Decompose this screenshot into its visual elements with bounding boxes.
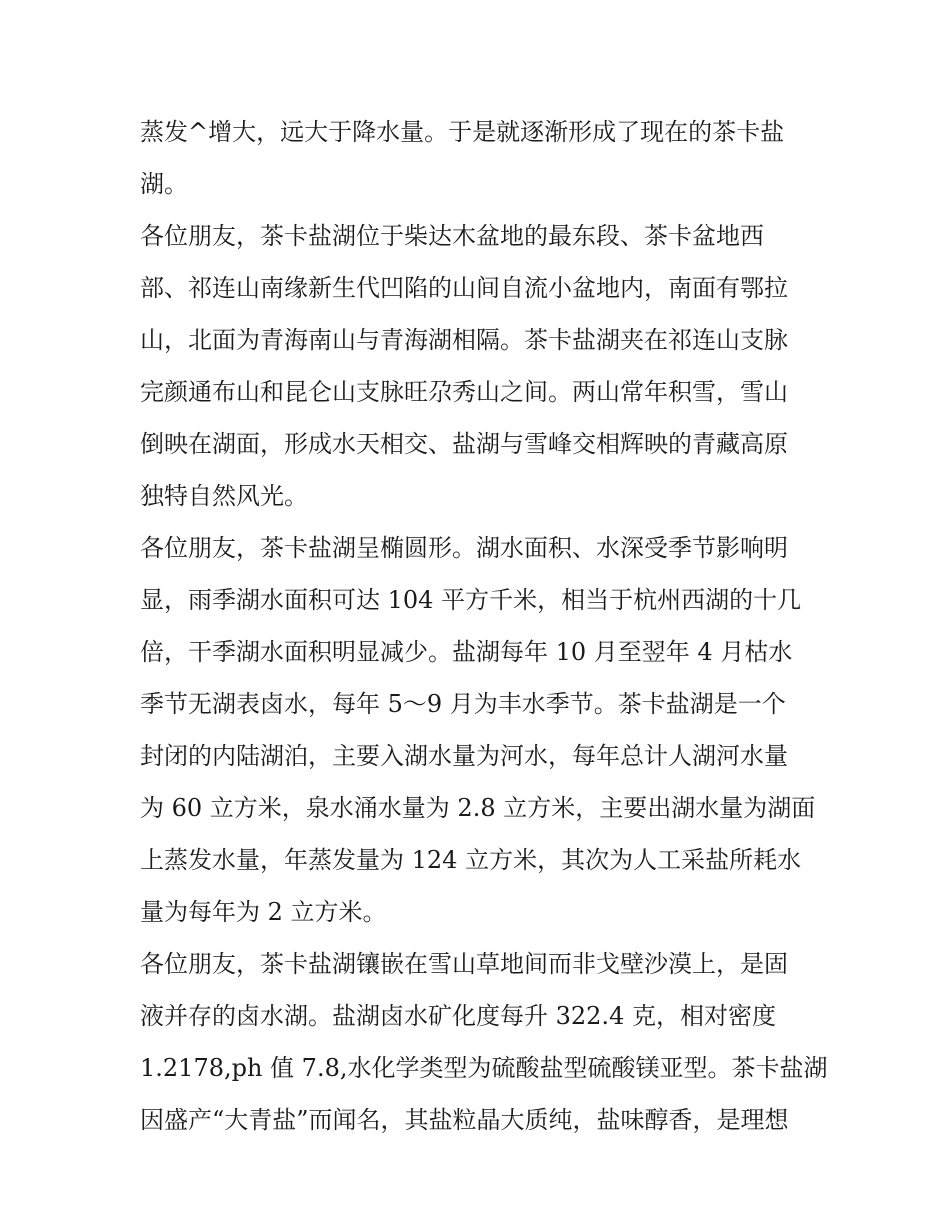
- text-line: 量为每年为 2 立方米。: [140, 898, 387, 926]
- text-line: 湖。: [140, 170, 188, 198]
- text-line: 各位朋友，茶卡盐湖位于柴达木盆地的最东段、茶卡盆地西: [140, 222, 764, 250]
- text-line: 倒映在湖面，形成水天相交、盐湖与雪峰交相辉映的青藏高原: [140, 430, 788, 458]
- text-line: 倍，干季湖水面积明显减少。盐湖每年 10 月至翌年 4 月枯水: [140, 638, 793, 666]
- text-line: 上蒸发水量，年蒸发量为 124 立方米，其次为人工采盐所耗水: [140, 846, 802, 874]
- text-line: 完颜通布山和昆仑山支脉旺尕秀山之间。两山常年积雪，雪山: [140, 378, 788, 406]
- text-line: 季节无湖表卤水，每年 5〜9 月为丰水季节。茶卡盐湖是一个: [140, 690, 786, 718]
- text-line: 因盛产“大青盐”而闻名，其盐粒晶大质纯，盐味醇香，是理想: [140, 1106, 789, 1134]
- text-line: 山，北面为青海南山与青海湖相隔。茶卡盐湖夹在祁连山支脉: [140, 326, 788, 354]
- body-text: [140, 106, 828, 1146]
- text-line: 各位朋友，茶卡盐湖镶嵌在雪山草地间而非戈壁沙漠上，是固: [140, 950, 788, 978]
- text-line: 1.2178,ph 值 7.8,水化学类型为硫酸盐型硫酸镁亚型。茶卡盐湖: [140, 1054, 828, 1082]
- text-line: 液并存的卤水湖。盐湖卤水矿化度每升 322.4 克，相对密度: [140, 1002, 776, 1030]
- text-line: 部、祁连山南缘新生代凹陷的山间自流小盆地内，南面有鄂拉: [140, 274, 788, 302]
- text-line: 蒸发^增大，远大于降水量。于是就逐渐形成了现在的茶卡盐: [140, 118, 785, 146]
- text-line: 独特自然风光。: [140, 482, 308, 510]
- text-line: 封闭的内陆湖泊，主要入湖水量为河水，每年总计人湖河水量: [140, 742, 788, 770]
- text-line: 为 60 立方米，泉水涌水量为 2.8 立方米，主要出湖水量为湖面: [140, 794, 816, 822]
- text-line: 显，雨季湖水面积可达 104 平方千米，相当于杭州西湖的十几: [140, 586, 802, 614]
- text-line: 各位朋友，茶卡盐湖呈椭圆形。湖水面积、水深受季节影响明: [140, 534, 788, 562]
